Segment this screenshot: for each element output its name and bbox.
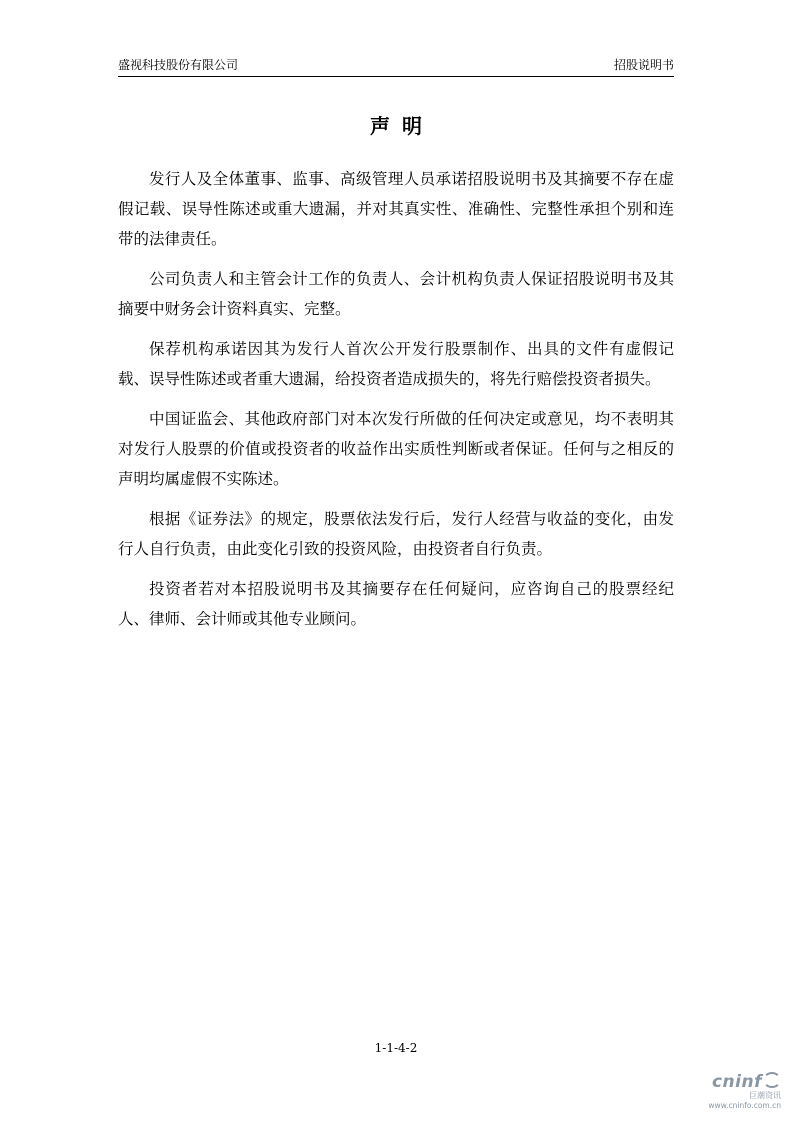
statement-paragraph-5: 根据《证券法》的规定，股票依法发行后，发行人经营与收益的变化，由发行人自行负责，由此变化引致的投资风险，由投资者自行负责。 [118, 510, 674, 558]
statement-paragraph-3: 保荐机构承诺因其为发行人首次公开发行股票制作、出具的文件有虚假记载、误导性陈述或者重大遗漏，给投资者造成损失的，将先行赔偿投资者损失。 [118, 340, 674, 388]
cninfo-watermark [701, 1072, 781, 1110]
page-number: 1-1-4-2 [374, 1041, 418, 1055]
cninfo-brand-text: cninf [711, 1072, 762, 1092]
statement-body [118, 164, 674, 644]
statement-paragraph-4: 中国证监会、其他政府部门对本次发行所做的任何决定或意见，均不表明其对发行人股票的价值或投资者的收益作出实质性判断或者保证。任何与之相反的声明均属虚假不实陈述。 [118, 410, 674, 488]
statement-paragraph-2: 公司负责人和主管会计工作的负责人、会计机构负责人保证招股说明书及其摘要中财务会计资料真实、完整。 [118, 270, 674, 318]
cninfo-chinese-name: 巨潮资讯 [749, 1091, 781, 1100]
swoosh-icon [763, 1072, 781, 1088]
cninfo-url: www.cninfo.com.cn [708, 1101, 781, 1110]
header-divider [118, 76, 674, 77]
header-company-name: 盛视科技股份有限公司 [118, 58, 239, 72]
cninfo-logo [701, 1072, 781, 1092]
page-header [118, 55, 674, 75]
statement-paragraph-1: 发行人及全体董事、监事、高级管理人员承诺招股说明书及其摘要不存在虚假记载、误导性陈述或重大遗漏，并对其真实性、准确性、完整性承担个别和连带的法律责任。 [118, 170, 674, 248]
header-document-type: 招股说明书 [613, 58, 674, 72]
page-title: 声明 [370, 114, 434, 138]
statement-paragraph-6: 投资者若对本招股说明书及其摘要存在任何疑问，应咨询自己的股票经纪人、律师、会计师或其他专业顾问。 [118, 580, 674, 628]
